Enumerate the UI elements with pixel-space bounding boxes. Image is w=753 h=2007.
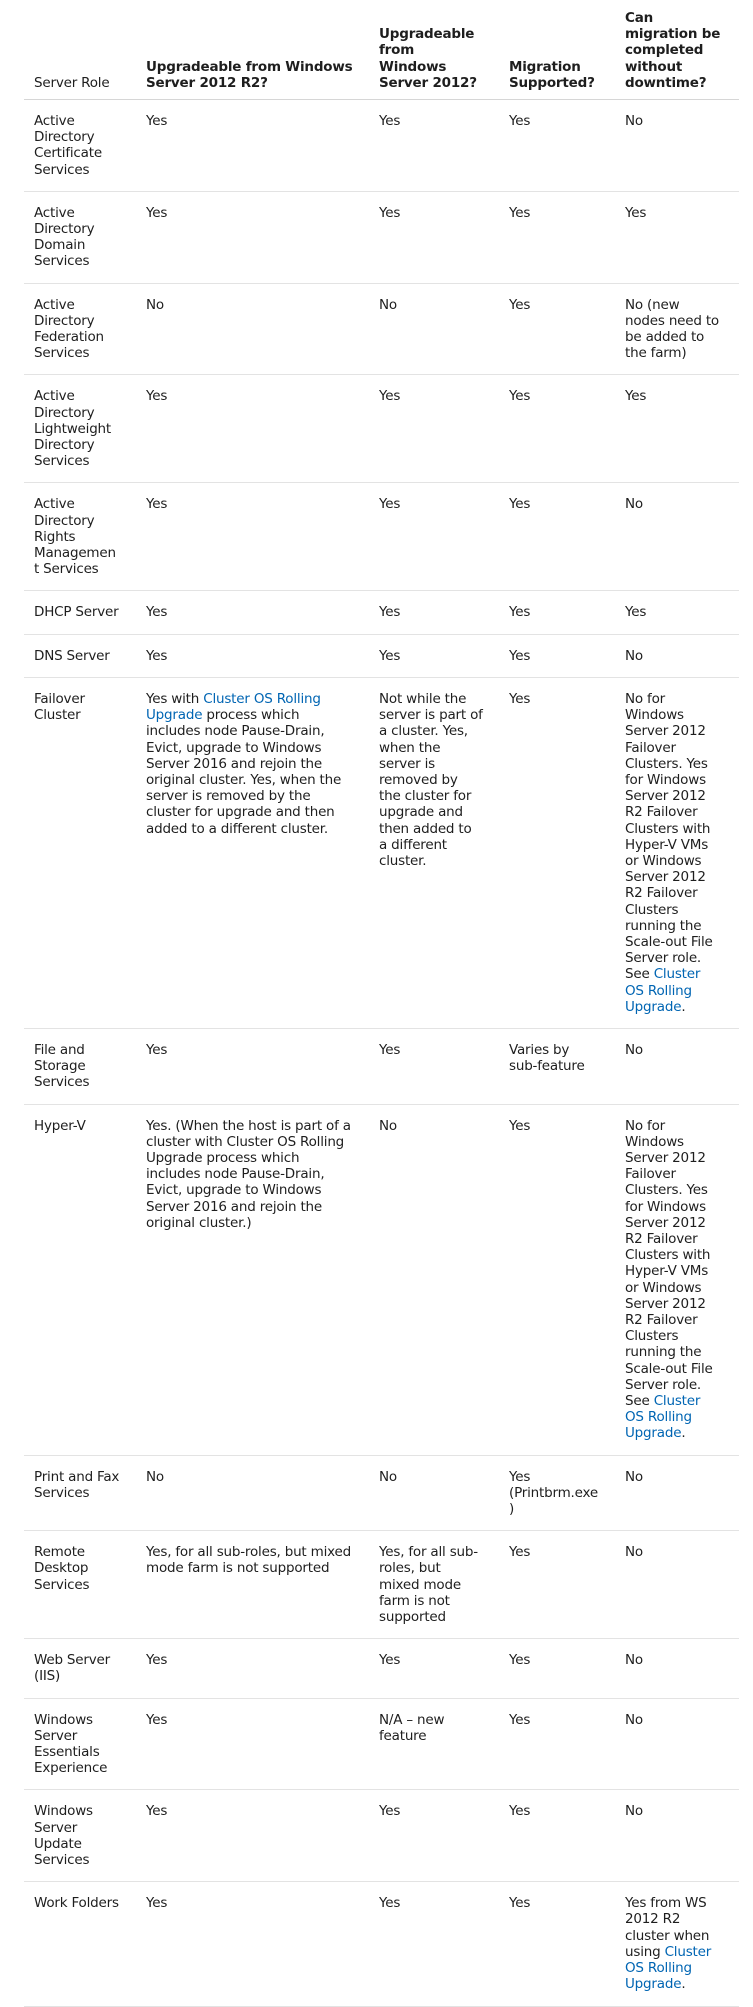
cell-migration: Yes — [499, 1531, 615, 1639]
cell-from-2012r2: Yes — [136, 191, 369, 283]
cell-no-downtime: No — [615, 483, 739, 591]
cell-role: Active Directory Certificate Services — [24, 100, 136, 192]
cell-no-downtime — [615, 677, 739, 1028]
cell-from-2012r2: Yes — [136, 591, 369, 634]
cell-migration: Yes — [499, 1104, 615, 1455]
table-row — [24, 1455, 739, 1531]
cell-no-downtime: No — [615, 1455, 739, 1531]
cell-text: . — [681, 998, 686, 1015]
cell-role: Remote Desktop Services — [24, 1531, 136, 1639]
cell-migration: Yes — [499, 100, 615, 192]
cell-text: . — [681, 1425, 686, 1442]
cell-text: No for Windows Server 2012 Failover Clusters. Yes for Windows Server 2012 R2 Failover Clusters with Hyper-V VMs or Windows Server 2012 R2 Failover Clusters running the Scale-out File Server role. See — [625, 690, 713, 983]
cell-no-downtime: No — [615, 1531, 739, 1639]
table-row — [24, 483, 739, 591]
cell-text: No for Windows Server 2012 Failover Clusters. Yes for Windows Server 2012 R2 Failover Clusters with Hyper-V VMs or Windows Server 2012 R2 Failover Clusters running the Scale-out File Server role. See — [625, 1117, 713, 1410]
cell-role: File and Storage Services — [24, 1028, 136, 1104]
cell-role: Active Directory Lightweight Directory Services — [24, 375, 136, 483]
table-row — [24, 375, 739, 483]
cell-from-2012: Yes — [369, 100, 499, 192]
header-row — [24, 0, 739, 100]
cell-from-2012: Yes — [369, 1882, 499, 2006]
cell-no-downtime: No — [615, 634, 739, 677]
cell-from-2012r2: Yes, for all sub-roles, but mixed mode farm is not supported — [136, 1531, 369, 1639]
cluster-os-rolling-upgrade-link[interactable]: Cluster OS Rolling Upgrade — [625, 966, 701, 1015]
cell-no-downtime: No — [615, 1698, 739, 1790]
cell-from-2012r2: Yes — [136, 1028, 369, 1104]
cell-text: . — [681, 1976, 686, 1993]
table-row — [24, 100, 739, 192]
cell-no-downtime: No (new nodes need to be added to the farm) — [615, 283, 739, 375]
table-row — [24, 677, 739, 1028]
cell-from-2012: Not while the server is part of a cluster. Yes, when the server is removed by the cluster for upgrade and then added to a different cluster. — [369, 677, 499, 1028]
header-migration-supported: Migration Supported? — [499, 0, 615, 100]
cell-from-2012: No — [369, 283, 499, 375]
table-row — [24, 1028, 739, 1104]
cell-migration: Varies by sub-feature — [499, 1028, 615, 1104]
cell-role: Windows Server Update Services — [24, 1790, 136, 1882]
cell-from-2012: Yes, for all sub-roles, but mixed mode farm is not supported — [369, 1531, 499, 1639]
cluster-os-rolling-upgrade-link[interactable]: Cluster OS Rolling Upgrade — [625, 1943, 712, 1993]
cell-migration: Yes — [499, 1882, 615, 2006]
cell-migration: Yes — [499, 591, 615, 634]
table-row — [24, 1882, 739, 2006]
cell-migration: Yes — [499, 483, 615, 591]
cell-no-downtime — [615, 1882, 739, 2006]
cell-from-2012: Yes — [369, 591, 499, 634]
cell-from-2012r2: No — [136, 283, 369, 375]
cell-role: Failover Cluster — [24, 677, 136, 1028]
cell-migration: Yes — [499, 375, 615, 483]
cell-from-2012r2: Yes — [136, 100, 369, 192]
cell-migration: Yes — [499, 1790, 615, 1882]
cell-no-downtime: No — [615, 1028, 739, 1104]
cell-migration: Yes — [499, 1639, 615, 1698]
cell-from-2012: No — [369, 1455, 499, 1531]
table-row — [24, 591, 739, 634]
cluster-os-rolling-upgrade-link[interactable]: Cluster OS Rolling Upgrade — [625, 1393, 701, 1442]
cell-no-downtime: No — [615, 1639, 739, 1698]
cell-role: Active Directory Federation Services — [24, 283, 136, 375]
cell-from-2012r2: Yes — [136, 1698, 369, 1790]
cell-from-2012: Yes — [369, 634, 499, 677]
cell-no-downtime: Yes — [615, 591, 739, 634]
cell-from-2012: Yes — [369, 1639, 499, 1698]
cell-role: Windows Server Essentials Experience — [24, 1698, 136, 1790]
cell-from-2012: Yes — [369, 483, 499, 591]
table-row — [24, 1790, 739, 1882]
cell-no-downtime: No — [615, 1790, 739, 1882]
cell-from-2012r2: Yes — [136, 1790, 369, 1882]
cell-text: Yes from WS 2012 R2 cluster when using — [625, 1895, 710, 1960]
cell-from-2012r2: No — [136, 1455, 369, 1531]
cell-no-downtime: Yes — [615, 191, 739, 283]
cell-from-2012r2: Yes — [136, 1882, 369, 2006]
cell-no-downtime: Yes — [615, 375, 739, 483]
table-row — [24, 1639, 739, 1698]
cell-from-2012r2: Yes — [136, 483, 369, 591]
cell-role: DHCP Server — [24, 591, 136, 634]
table-header — [24, 0, 739, 100]
table-row — [24, 1531, 739, 1639]
cell-role: DNS Server — [24, 634, 136, 677]
table-row — [24, 283, 739, 375]
cell-from-2012: N/A – new feature — [369, 1698, 499, 1790]
table-body — [24, 100, 739, 2006]
cell-from-2012r2: Yes. (When the host is part of a cluster with Cluster OS Rolling Upgrade process which includes node Pause-Drain, Evict, upgrade to Windows Server 2016 and rejoin the original cluster.) — [136, 1104, 369, 1455]
cell-migration: Yes — [499, 677, 615, 1028]
header-upgradeable-2012: Upgradeable from Windows Server 2012? — [369, 0, 499, 100]
table-row — [24, 191, 739, 283]
cell-from-2012: Yes — [369, 375, 499, 483]
cell-role: Work Folders — [24, 1882, 136, 2006]
cell-from-2012: Yes — [369, 191, 499, 283]
cell-role: Hyper-V — [24, 1104, 136, 1455]
cluster-os-rolling-upgrade-link[interactable]: Cluster OS Rolling Upgrade — [146, 690, 321, 724]
cell-from-2012r2: Yes — [136, 634, 369, 677]
cell-text: process which includes node Pause-Drain, Evict, upgrade to Windows Server 2016 and rejoin the original cluster. Yes, when the server is removed by the cluster for upgrade and then added to a different cluster. — [146, 707, 342, 837]
cell-from-2012r2 — [136, 677, 369, 1028]
cell-role: Active Directory Rights Management Services — [24, 483, 136, 591]
cell-no-downtime: No — [615, 100, 739, 192]
cell-no-downtime — [615, 1104, 739, 1455]
cell-migration: Yes — [499, 634, 615, 677]
header-server-role: Server Role — [24, 0, 136, 100]
table-row — [24, 1104, 739, 1455]
cell-migration: Yes — [499, 283, 615, 375]
cell-role: Print and Fax Services — [24, 1455, 136, 1531]
header-upgradeable-2012r2: Upgradeable from Windows Server 2012 R2? — [136, 0, 369, 100]
cell-role: Active Directory Domain Services — [24, 191, 136, 283]
cell-migration: Yes (Printbrm.exe) — [499, 1455, 615, 1531]
cell-migration: Yes — [499, 191, 615, 283]
table-row — [24, 634, 739, 677]
cell-text: Yes with — [146, 690, 204, 707]
server-role-upgrade-table — [24, 0, 739, 2007]
header-no-downtime: Can migration be completed without downtime? — [615, 0, 739, 100]
cell-from-2012: Yes — [369, 1028, 499, 1104]
cell-from-2012r2: Yes — [136, 1639, 369, 1698]
cell-migration: Yes — [499, 1698, 615, 1790]
cell-role: Web Server (IIS) — [24, 1639, 136, 1698]
table-row — [24, 1698, 739, 1790]
cell-from-2012: Yes — [369, 1790, 499, 1882]
cell-from-2012: No — [369, 1104, 499, 1455]
cell-from-2012r2: Yes — [136, 375, 369, 483]
